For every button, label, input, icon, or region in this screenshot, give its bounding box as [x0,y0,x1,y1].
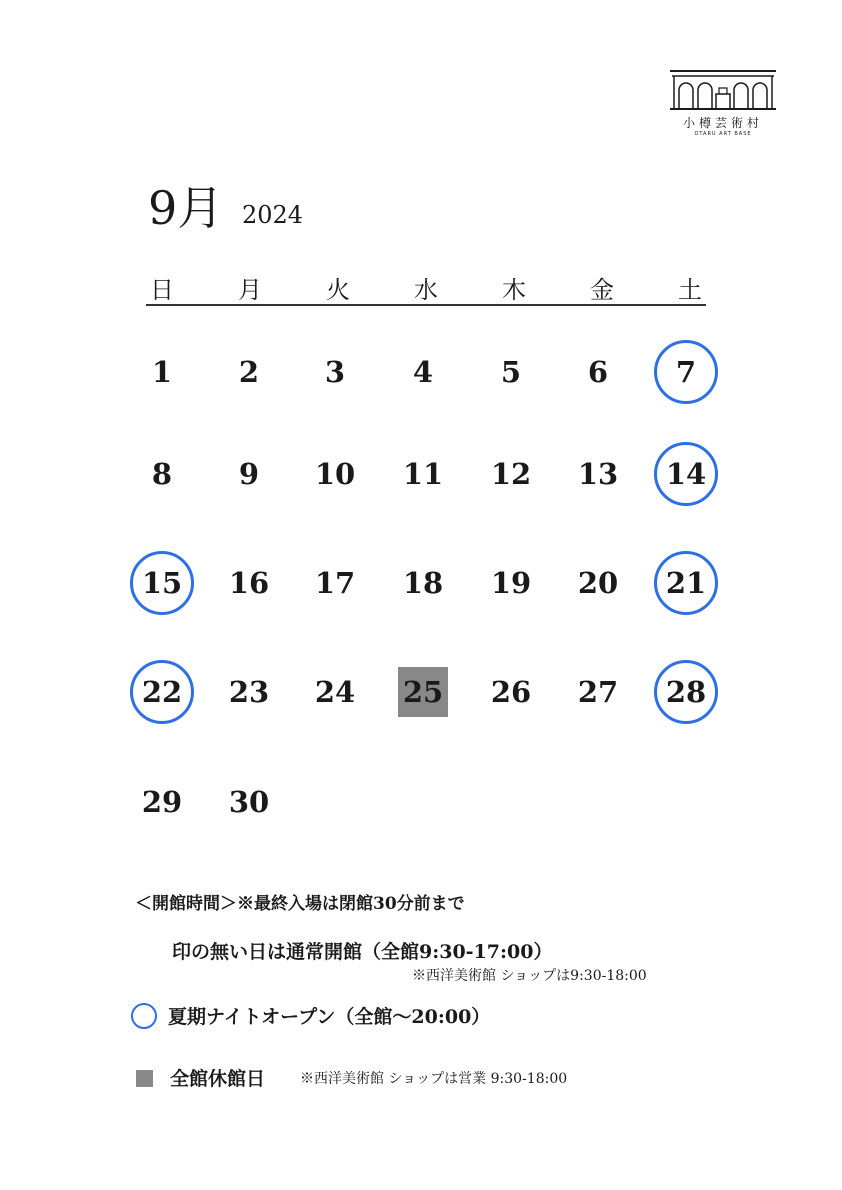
museum-building-icon [668,68,778,112]
calendar-day: 8 [151,457,173,491]
calendar-day: 12 [490,457,532,491]
opening-hours-heading: ＜開館時間＞※最終入場は閉館30分前まで [135,894,465,914]
weekday-divider [146,304,706,306]
calendar-day-night-open: 28 [654,660,718,724]
calendar-day-night-open: 14 [654,442,718,506]
calendar-day-night-open: 15 [130,551,194,615]
calendar-day: 1 [151,355,173,389]
calendar-day: 2 [238,355,260,389]
weekday-wed: 水 [414,276,438,304]
calendar-day: 26 [490,675,532,709]
normal-hours-note: ※西洋美術館 ショップは9:30-18:00 [412,968,647,984]
calendar-day: 18 [402,566,444,600]
night-open-text: 夏期ナイトオープン（全館～20:00） [168,1006,491,1028]
calendar-day: 27 [577,675,619,709]
weekday-header [118,272,734,308]
night-open-circle-icon [131,1003,157,1029]
calendar-day: 10 [314,457,356,491]
weekday-fri: 金 [590,276,614,304]
calendar-day: 5 [500,355,522,389]
calendar-day: 29 [141,785,183,819]
weekday-sun: 日 [150,276,174,304]
closed-square-icon [136,1070,153,1087]
calendar-day-night-open: 21 [654,551,718,615]
calendar-day: 30 [228,785,270,819]
weekday-tue: 火 [326,276,350,304]
calendar-day: 13 [577,457,619,491]
calendar-day: 3 [324,355,346,389]
calendar-day: 23 [228,675,270,709]
calendar-day: 20 [577,566,619,600]
calendar-day-night-open: 22 [130,660,194,724]
calendar-day: 16 [228,566,270,600]
closed-day-text: 全館休館日 [170,1068,266,1090]
year-label: 2024 [242,201,304,229]
calendar-day: 11 [402,457,444,491]
closed-day-note: ※西洋美術館 ショップは営業 9:30-18:00 [300,1071,568,1087]
logo-name: 小樽芸術村 [682,116,763,130]
calendar-day: 6 [587,355,609,389]
calendar-day: 9 [238,457,260,491]
calendar-day: 24 [314,675,356,709]
weekday-sat: 土 [678,276,702,304]
month-title: 9月 [148,181,224,235]
normal-hours-text: 印の無い日は通常開館（全館9:30-17:00） [172,941,553,963]
calendar-day: 17 [314,566,356,600]
weekday-thu: 木 [502,276,526,304]
calendar-day: 4 [412,355,434,389]
calendar-day-night-open: 7 [654,340,718,404]
logo-subtitle: OTARU ART BASE [694,131,752,137]
calendar-day-closed: 25 [398,667,448,717]
calendar-day: 19 [490,566,532,600]
logo [668,68,778,148]
weekday-mon: 月 [238,276,262,304]
